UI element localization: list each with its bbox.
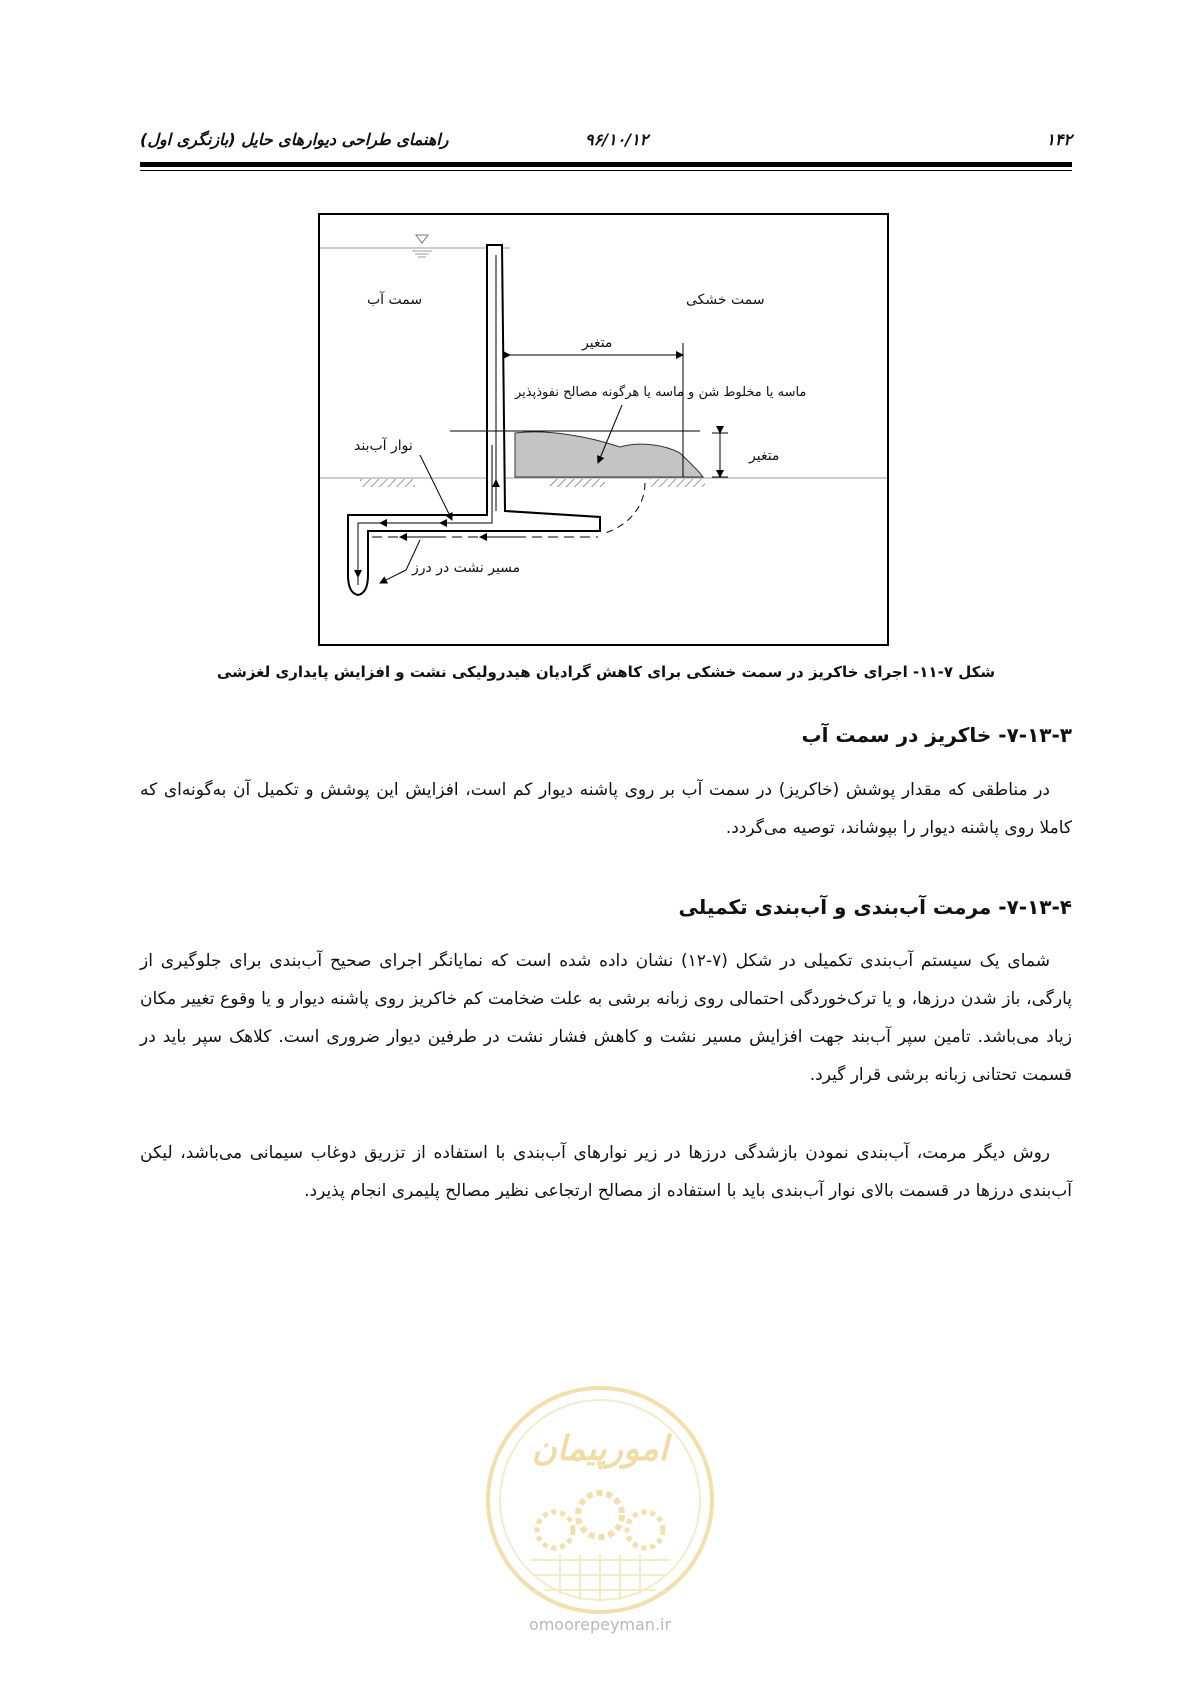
label-dry-side: سمت خشکی [686,292,765,308]
section-heading-4: ۷-۱۳-۴- مرمت آب‌بندی و آب‌بندی تکمیلی [678,895,1072,919]
gravel-fill [515,432,703,477]
label-gravel-sand: ماسه یا مخلوط شن و ماسه یا هرگونه مصالح نفوذپذیر [515,385,807,400]
header-date: ۹۶/۱۰/۱۲ [585,130,649,149]
page-header [140,128,1072,154]
ground-hatch [550,479,605,487]
paragraph-1-text: در مناطقی که مقدار پوشش (خاکریز) در سمت آب بر روی پاشنه دیوار کم است، افزایش این پوشش و تکمیل آن به‌گونه‌ای که کاملا روی پاشنه دیوار را بپوشاند، توصیه می‌گردد. [140,780,1072,838]
watermark-logo-text: امورپیمان [531,1429,669,1469]
paragraph-2 [140,942,1072,1094]
label-variable-right: متغیر [749,448,780,464]
figure-retaining-wall-diagram [318,213,889,646]
label-water-side: سمت آب [367,292,423,308]
header-rule-thick [140,162,1072,167]
label-waterstop: نوار آب‌بند [354,438,413,454]
figure-drawing [320,215,887,644]
watermark-url: omoorepeyman.ir [528,1615,672,1634]
water-level-icon [416,235,428,243]
watermark-logo [480,1380,720,1620]
figure-caption: شکل ۷-۱۱- اجرای خاکریز در سمت خشکی برای کاهش گرادیان هیدرولیکی نشت و افزایش پایداری لغزشی [216,663,996,681]
paragraph-2-text: شمای یک سیستم آب‌بندی تکمیلی در شکل (۷-۱۲) نشان داده شده است که نمایانگر اجرای صحیح آب‌بندی برای جلوگیری از پارگی، باز شدن درزها، و یا ترک‌خوردگی احتمالی روی زبانه برشی به علت ضخامت کم خاکریز روی پاشنه دیوار و یا وقوع تغییر مکان زیاد می‌باشد. تامین سپر آب‌بند جهت افزایش مسیر نشت و کاهش فشار نشت در طرفین دیوار ضروری است. کلاهک سپر باید در قسمت تحتانی زبانه برشی قرار گیرد. [140,951,1072,1085]
paragraph-3-text: روش دیگر مرمت، آب‌بندی نمودن بازشدگی درزها در زیر نوارهای آب‌بندی با استفاده از تزریق دوغاب سیمانی می‌باشد، لیکن آب‌بندی درزها در قسمت بالای نوار آب‌بندی باید با استفاده از مصالح ارتجاعی نظیر مصالح پلیمری انجام پذیرد. [140,1143,1072,1201]
header-title: راهنمای طراحی دیوارهای حایل (بازنگری اول) [140,130,449,149]
paragraph-1 [140,771,1072,847]
header-rule-thin [140,170,1072,171]
page-number: ۱۴۲ [1046,130,1072,149]
label-seepage-path: مسیر نشت در درز [412,560,521,576]
label-variable-top: متغیر [582,335,613,351]
ground-hatch [360,479,415,487]
section-heading-3: ۷-۱۳-۳- خاکریز در سمت آب [801,723,1072,747]
watermark-emblem [480,1380,720,1620]
paragraph-3 [140,1134,1072,1210]
ground-hatch [650,479,705,487]
